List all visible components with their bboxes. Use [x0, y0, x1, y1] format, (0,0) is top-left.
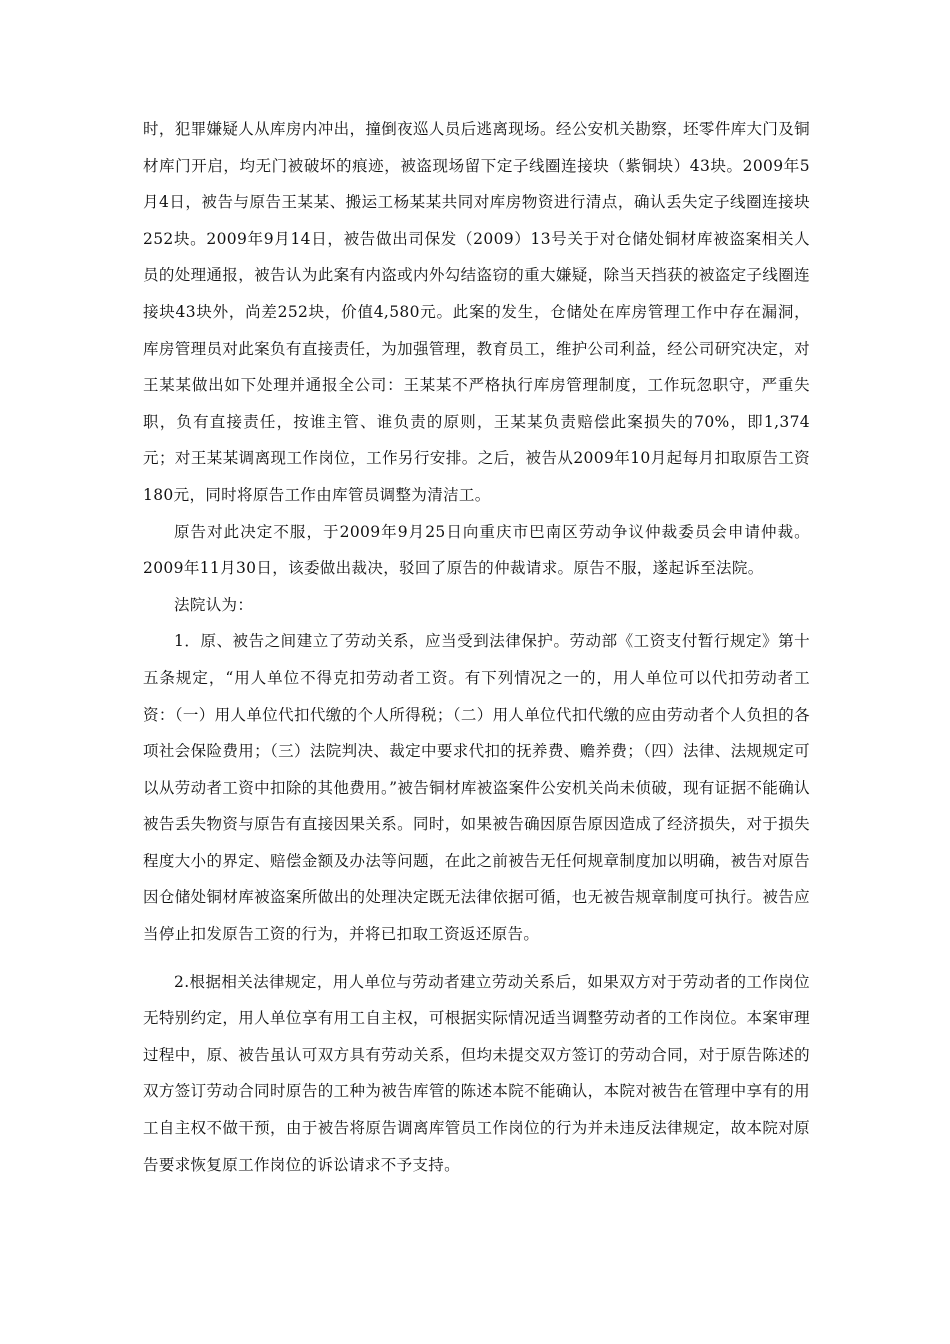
paragraph-court-opinion-heading: 法院认为： [174, 595, 254, 614]
paragraph-case-facts: 时，犯罪嫌疑人从库房内冲出，撞倒夜巡人员后逃离现场。经公安机关勘察，坯零件库大门及铜材库门开启，均无门被破坏的痕迹，被盗现场留下定子线圈连接块（紫铜块）43块。2009年5月4日，被告与原告王某某、搬运工杨某某共同对库房物资进行清点，确认丢失定子线圈连接块252块。2009年9月14日，被告做出司保发（2009）13号关于对仓储处铜材库被盗案相关人员的处理通报，被告认为此案有内盗或内外勾结盗窃的重大嫌疑，除当天挡获的被盗定子线圈连接块43块外，尚差252块，价值4,580元。此案的发生，仓储处在库房管理工作中存在漏洞，库房管理员对此案负有直接责任，为加强管理，教育员工，维护公司利益，经公司研究决定，对王某某做出如下处理并通报全公司：王某某不严格执行库房管理制度，工作玩忽职守，严重失职，负有直接责任，按谁主管、谁负责的原则，王某某负责赔偿此案损失的70%，即1,374元；对王某某调离现工作岗位，工作另行安排。之后，被告从2009年10月起每月扣取原告工资180元，同时将原告工作由库管员调整为清洁工。 [143, 120, 810, 504]
paragraph-arbitration: 原告对此决定不服，于2009年9月25日向重庆市巴南区劳动争议仲裁委员会申请仲裁。2009年11月30日，该委做出裁决，驳回了原告的仲裁请求。原告不服，遂起诉至法院。 [143, 522, 810, 578]
paragraph-opinion-point-2: 2.根据相关法律规定，用人单位与劳动者建立劳动关系后，如果双方对于劳动者的工作岗位无特别约定，用人单位享有用工自主权，可根据实际情况适当调整劳动者的工作岗位。本案审理过程中，原、被告虽认可双方具有劳动关系，但均未提交双方签订的劳动合同，对于原告陈述的双方签订劳动合同时原告的工种为被告库管的陈述本院不能确认，本院对被告在管理中享有的用工自主权不做干预，由于被告将原告调离库管员工作岗位的行为并未违反法律规定，故本院对原告要求恢复原工作岗位的诉讼请求不予支持。 [143, 972, 810, 1174]
document-body [143, 111, 810, 1183]
paragraph-opinion-point-1: 1．原、被告之间建立了劳动关系，应当受到法律保护。劳动部《工资支付暂行规定》第十五条规定，“用人单位不得克扣劳动者工资。有下列情况之一的，用人单位可以代扣劳动者工资：（一）用人单位代扣代缴的个人所得税；（二）用人单位代扣代缴的应由劳动者个人负担的各项社会保险费用；（三）法院判决、裁定中要求代扣的抚养费、赡养费；（四）法律、法规规定可以从劳动者工资中扣除的其他费用。”被告铜材库被盗案件公安机关尚未侦破，现有证据不能确认被告丢失物资与原告有直接因果关系。同时，如果被告确因原告原因造成了经济损失，对于损失程度大小的界定、赔偿金额及办法等问题，在此之前被告无任何规章制度加以明确，被告对原告因仓储处铜材库被盗案所做出的处理决定既无法律依据可循，也无被告规章制度可执行。被告应当停止扣发原告工资的行为，并将已扣取工资返还原告。 [143, 632, 810, 944]
